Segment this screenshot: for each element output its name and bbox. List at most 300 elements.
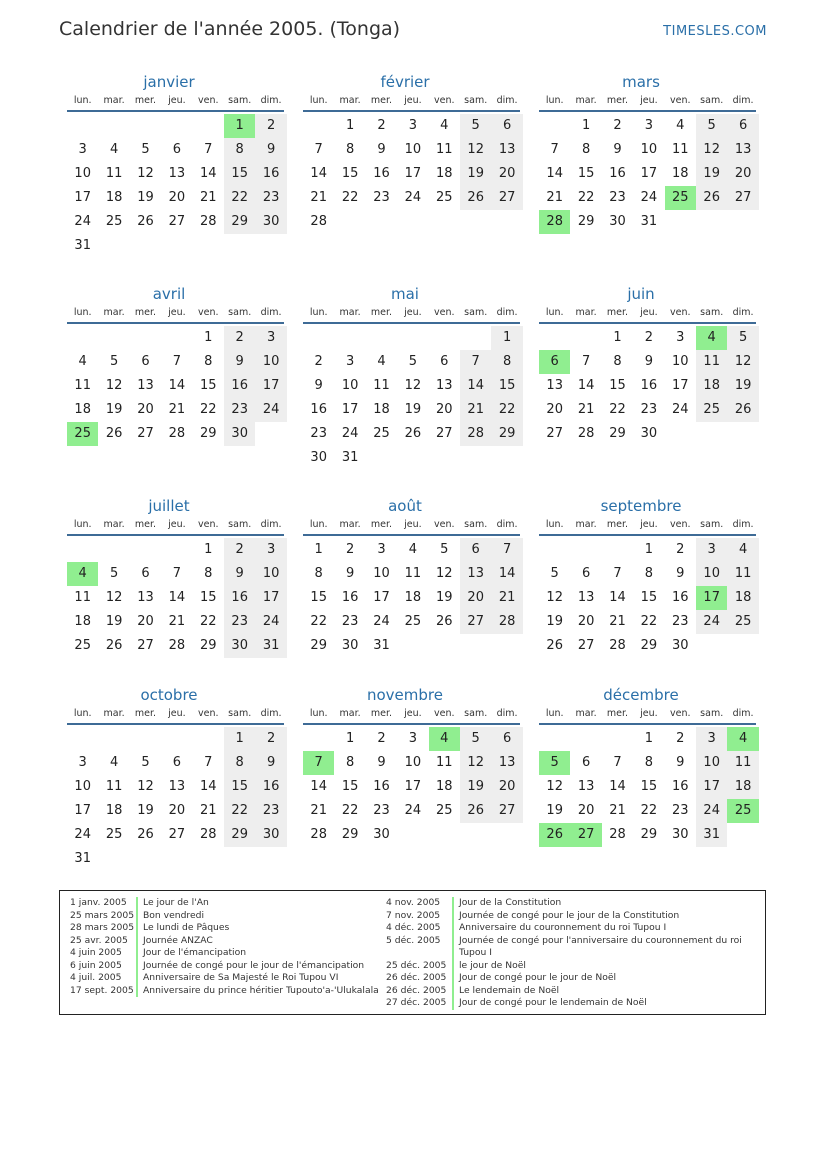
day-cell: 23 <box>255 799 286 823</box>
month-block <box>531 283 754 441</box>
legend-holiday-name: Le jour de l'An <box>143 897 209 908</box>
day-cell: 15 <box>224 775 255 799</box>
day-cell: 29 <box>310 638 327 653</box>
legend-date: 27 déc. 2005 <box>386 997 447 1008</box>
day-cell: 15 <box>491 374 522 398</box>
day-cell: 19 <box>137 190 154 205</box>
day-cell: 7 <box>172 566 182 581</box>
holiday-day-cell: 1 <box>224 114 255 138</box>
weekday-header <box>295 95 518 111</box>
holiday-day-cell: 4 <box>727 727 758 751</box>
legend-marker <box>136 947 138 960</box>
day-cell: 8 <box>314 566 323 581</box>
legend-date: 7 nov. 2005 <box>386 909 441 921</box>
weekday-label: ven. <box>198 519 219 530</box>
month-block <box>59 71 282 253</box>
day-cell: 26 <box>436 614 453 629</box>
month-block <box>59 283 282 441</box>
day-cell: 11 <box>436 142 453 157</box>
day-cell: 21 <box>609 803 626 818</box>
day-cell: 31 <box>74 851 91 866</box>
month-name: octobre <box>140 686 198 704</box>
day-cell: 20 <box>546 402 563 417</box>
day-cell: 15 <box>200 378 217 393</box>
day-cell: 12 <box>546 779 563 794</box>
header-divider <box>67 110 284 112</box>
day-cell: 18 <box>404 590 422 605</box>
day-cell: 13 <box>137 590 154 605</box>
day-cell: 1 <box>314 542 323 557</box>
weekday-label: mar. <box>339 95 361 106</box>
day-cell: 16 <box>672 779 689 794</box>
day-cell: 14 <box>200 166 217 181</box>
legend-holiday-name: Jour de la Constitution <box>459 897 562 908</box>
day-cell: 14 <box>168 378 186 393</box>
month-name: novembre <box>367 686 443 704</box>
day-cell: 7 <box>204 755 213 770</box>
day-cell: 31 <box>640 214 658 229</box>
holiday-legend <box>59 890 766 1015</box>
day-cell: 3 <box>696 727 727 751</box>
day-cell: 26 <box>404 426 422 441</box>
legend-holiday-name: Le lundi de Pâques <box>143 922 230 933</box>
day-cell: 18 <box>74 614 91 629</box>
legend-date: 4 juil. 2005 <box>70 972 122 983</box>
holiday-day-cell: 25 <box>727 799 758 823</box>
weekday-header <box>531 519 754 535</box>
holiday-day-cell: 25 <box>665 186 696 210</box>
day-cell: 15 <box>577 166 595 181</box>
day-cell: 3 <box>676 330 685 345</box>
day-cell: 1 <box>345 731 355 746</box>
holiday-day-cell: 25 <box>67 422 98 446</box>
day-cell: 10 <box>672 354 689 369</box>
weekday-label: mer. <box>370 95 393 106</box>
day-cell: 18 <box>436 779 453 794</box>
day-cell: 17 <box>373 590 390 605</box>
day-cell: 20 <box>460 586 491 610</box>
weekday-header <box>531 95 754 111</box>
holiday-day-cell: 17 <box>696 586 727 610</box>
weekday-label: mar. <box>103 519 125 530</box>
day-cell: 10 <box>696 751 727 775</box>
day-cell: 29 <box>640 827 658 842</box>
weekday-header <box>531 307 754 323</box>
weekday-label: lun. <box>73 708 92 719</box>
legend-marker <box>452 985 454 998</box>
day-cell: 22 <box>200 402 217 417</box>
header-divider <box>303 723 520 725</box>
day-cell: 5 <box>460 114 491 138</box>
day-cell: 7 <box>613 566 622 581</box>
holiday-day-cell: 5 <box>539 751 570 775</box>
day-cell: 18 <box>696 374 727 398</box>
weekday-label: jeu. <box>640 307 658 318</box>
day-cell: 30 <box>609 214 626 229</box>
weekday-label: jeu. <box>404 519 422 530</box>
day-cell: 17 <box>640 166 658 181</box>
day-cell: 28 <box>310 214 327 229</box>
day-cell: 6 <box>460 538 491 562</box>
brand-link[interactable]: TIMESLES.COM <box>663 24 767 39</box>
day-cell: 14 <box>168 590 186 605</box>
day-cell: 17 <box>696 775 727 799</box>
weekday-header <box>59 307 282 323</box>
day-cell: 26 <box>105 638 123 653</box>
weekday-label: dim. <box>732 708 754 719</box>
day-cell: 8 <box>204 566 213 581</box>
day-cell: 12 <box>436 566 453 581</box>
day-cell: 2 <box>314 354 323 369</box>
weekday-label: mer. <box>370 307 393 318</box>
weekday-label: sam. <box>700 95 724 106</box>
day-cell: 20 <box>137 402 154 417</box>
day-cell: 21 <box>491 586 522 610</box>
day-cell: 14 <box>460 374 491 398</box>
day-cell: 22 <box>341 190 359 205</box>
day-cell: 4 <box>109 142 119 157</box>
day-cell: 6 <box>141 354 150 369</box>
day-cell: 16 <box>609 166 626 181</box>
day-cell: 24 <box>255 610 286 634</box>
day-cell: 22 <box>577 190 595 205</box>
legend-marker <box>452 947 454 960</box>
day-cell: 10 <box>696 562 727 586</box>
day-cell: 15 <box>224 162 255 186</box>
day-cell: 16 <box>255 775 286 799</box>
weekday-header <box>295 708 518 724</box>
day-cell: 12 <box>137 166 154 181</box>
month-block <box>295 684 518 842</box>
month-block <box>59 684 282 866</box>
weekday-label: mer. <box>134 95 157 106</box>
day-cell: 27 <box>727 186 758 210</box>
day-cell: 27 <box>491 186 522 210</box>
weekday-label: mar. <box>339 708 361 719</box>
day-cell: 28 <box>460 422 491 446</box>
day-cell: 9 <box>377 142 386 157</box>
day-cell: 22 <box>341 803 359 818</box>
month-name: décembre <box>603 686 679 704</box>
month-name: mars <box>622 73 660 91</box>
header-divider <box>539 110 756 112</box>
day-cell: 23 <box>255 186 286 210</box>
day-cell: 1 <box>204 542 213 557</box>
day-cell: 24 <box>404 190 422 205</box>
legend-holiday-name: Jour de congé pour le jour de Noël <box>459 972 617 983</box>
day-cell: 24 <box>696 799 727 823</box>
day-cell: 7 <box>613 755 622 770</box>
day-cell: 5 <box>696 114 727 138</box>
day-cell: 1 <box>644 731 654 746</box>
day-cell: 11 <box>672 142 689 157</box>
day-cell: 16 <box>310 402 327 417</box>
day-cell: 3 <box>78 755 87 770</box>
day-cell: 19 <box>727 374 758 398</box>
day-cell: 19 <box>436 590 453 605</box>
day-cell: 10 <box>404 755 422 770</box>
legend-marker <box>452 997 454 1010</box>
page-title: Calendrier de l'année 2005. (Tonga) <box>59 18 401 40</box>
day-cell: 21 <box>200 803 217 818</box>
weekday-label: mar. <box>575 708 597 719</box>
day-cell: 27 <box>491 799 522 823</box>
day-cell: 15 <box>640 590 658 605</box>
month-name: janvier <box>143 73 195 91</box>
day-cell: 8 <box>613 354 622 369</box>
weekday-label: mer. <box>134 519 157 530</box>
legend-holiday-name: Jour de congé pour le lendemain de Noël <box>459 997 647 1008</box>
weekday-label: ven. <box>198 708 219 719</box>
weekday-label: dim. <box>496 307 518 318</box>
header-divider <box>303 110 520 112</box>
month-block <box>295 283 518 465</box>
day-cell: 30 <box>255 823 286 847</box>
day-cell: 11 <box>74 590 91 605</box>
weekday-label: mer. <box>134 307 157 318</box>
day-cell: 14 <box>310 166 327 181</box>
day-cell: 14 <box>200 779 217 794</box>
day-cell: 8 <box>644 755 654 770</box>
day-cell: 16 <box>341 590 359 605</box>
day-cell: 19 <box>137 803 154 818</box>
day-cell: 27 <box>460 610 491 634</box>
legend-date: 5 déc. 2005 <box>386 934 441 946</box>
day-cell: 9 <box>314 378 323 393</box>
weekday-label: mar. <box>575 519 597 530</box>
day-cell: 22 <box>310 614 327 629</box>
day-cell: 1 <box>491 326 522 350</box>
legend-marker <box>136 922 138 935</box>
day-cell: 19 <box>546 803 563 818</box>
weekday-label: dim. <box>732 519 754 530</box>
day-cell: 14 <box>609 779 626 794</box>
legend-holiday-name: Anniversaire du prince héritier Tupouto'a-'Ulukalala <box>143 984 379 996</box>
day-cell: 11 <box>74 378 91 393</box>
day-cell: 13 <box>460 562 491 586</box>
holiday-day-cell: 28 <box>539 210 570 234</box>
day-cell: 2 <box>644 330 654 345</box>
day-cell: 1 <box>345 118 355 133</box>
month-name: juin <box>627 285 655 303</box>
day-cell: 5 <box>109 354 119 369</box>
day-cell: 30 <box>224 634 255 658</box>
day-cell: 23 <box>224 398 255 422</box>
weekday-label: mar. <box>575 307 597 318</box>
weekday-label: sam. <box>464 519 488 530</box>
weekday-label: mer. <box>370 708 393 719</box>
day-cell: 24 <box>341 426 359 441</box>
month-name: septembre <box>600 497 682 515</box>
day-cell: 16 <box>373 166 390 181</box>
day-cell: 24 <box>404 803 422 818</box>
day-cell: 24 <box>640 190 658 205</box>
day-cell: 3 <box>696 538 727 562</box>
day-cell: 25 <box>696 398 727 422</box>
day-cell: 10 <box>404 142 422 157</box>
day-cell: 10 <box>74 166 91 181</box>
day-cell: 15 <box>341 166 359 181</box>
weekday-label: mar. <box>575 95 597 106</box>
legend-holiday-name: Tupou I <box>459 947 492 958</box>
day-cell: 14 <box>546 166 563 181</box>
day-cell: 18 <box>672 166 689 181</box>
day-cell: 4 <box>377 354 386 369</box>
day-cell: 23 <box>373 803 390 818</box>
day-cell: 8 <box>644 566 654 581</box>
weekday-label: dim. <box>496 95 518 106</box>
day-cell: 28 <box>609 638 626 653</box>
weekday-label: sam. <box>464 307 488 318</box>
day-cell: 3 <box>644 118 654 133</box>
weekday-label: lun. <box>73 95 92 106</box>
day-cell: 18 <box>373 402 390 417</box>
day-cell: 18 <box>105 803 123 818</box>
day-cell: 17 <box>74 803 91 818</box>
day-cell: 24 <box>696 610 727 634</box>
day-cell: 3 <box>408 731 418 746</box>
weekday-label: dim. <box>260 708 282 719</box>
weekday-label: sam. <box>464 95 488 106</box>
day-cell: 9 <box>224 350 255 374</box>
day-cell: 1 <box>224 727 255 751</box>
day-cell: 29 <box>609 426 626 441</box>
day-cell: 12 <box>727 350 758 374</box>
day-cell: 7 <box>581 354 591 369</box>
day-cell: 10 <box>255 562 286 586</box>
day-cell: 2 <box>676 731 685 746</box>
day-cell: 7 <box>491 538 522 562</box>
day-cell: 4 <box>440 118 449 133</box>
weekday-label: jeu. <box>404 95 422 106</box>
weekday-label: sam. <box>228 95 252 106</box>
day-cell: 20 <box>436 402 453 417</box>
month-block <box>295 71 518 229</box>
day-cell: 25 <box>727 610 758 634</box>
day-cell: 8 <box>345 142 355 157</box>
month-name: mai <box>391 285 419 303</box>
day-cell: 30 <box>672 638 689 653</box>
day-cell: 11 <box>436 755 453 770</box>
weekday-label: jeu. <box>168 95 186 106</box>
day-cell: 6 <box>491 114 522 138</box>
weekday-label: ven. <box>434 95 455 106</box>
day-cell: 1 <box>613 330 622 345</box>
legend-date: 4 déc. 2005 <box>386 922 441 933</box>
day-cell: 24 <box>74 827 91 842</box>
day-cell: 7 <box>550 142 559 157</box>
day-cell: 2 <box>377 118 386 133</box>
day-cell: 29 <box>640 638 658 653</box>
legend-date: 1 janv. 2005 <box>70 897 127 908</box>
day-cell: 15 <box>341 779 359 794</box>
day-cell: 21 <box>310 190 327 205</box>
legend-marker <box>452 922 454 935</box>
month-name: février <box>380 73 430 91</box>
day-cell: 10 <box>373 566 390 581</box>
day-cell: 20 <box>577 614 595 629</box>
day-cell: 13 <box>168 779 186 794</box>
day-cell: 16 <box>255 162 286 186</box>
day-cell: 17 <box>255 586 286 610</box>
weekday-label: sam. <box>228 708 252 719</box>
weekday-header <box>295 519 518 535</box>
day-cell: 25 <box>74 638 91 653</box>
day-cell: 21 <box>168 614 186 629</box>
day-cell: 8 <box>345 755 355 770</box>
day-cell: 5 <box>141 142 150 157</box>
day-cell: 21 <box>546 190 563 205</box>
legend-marker <box>136 897 138 910</box>
day-cell: 22 <box>640 614 658 629</box>
day-cell: 28 <box>577 426 595 441</box>
day-cell: 23 <box>672 614 689 629</box>
day-cell: 12 <box>105 590 123 605</box>
day-cell: 28 <box>609 827 626 842</box>
day-cell: 15 <box>609 378 626 393</box>
day-cell: 3 <box>345 354 355 369</box>
weekday-label: lun. <box>309 519 328 530</box>
weekday-label: ven. <box>434 307 455 318</box>
day-cell: 11 <box>105 779 123 794</box>
day-cell: 6 <box>141 566 150 581</box>
day-cell: 9 <box>224 562 255 586</box>
legend-holiday-name: Journée de congé pour le jour de la Constitution <box>459 909 680 921</box>
day-cell: 9 <box>613 142 622 157</box>
day-cell: 28 <box>168 426 186 441</box>
day-cell: 26 <box>460 799 491 823</box>
day-cell: 9 <box>676 755 685 770</box>
day-cell: 29 <box>224 823 255 847</box>
day-cell: 27 <box>168 827 186 842</box>
day-cell: 30 <box>341 638 359 653</box>
day-cell: 7 <box>460 350 491 374</box>
day-cell: 20 <box>491 775 522 799</box>
weekday-header <box>59 708 282 724</box>
day-cell: 2 <box>255 114 286 138</box>
day-cell: 22 <box>640 803 658 818</box>
legend-date: 25 déc. 2005 <box>386 959 447 971</box>
day-cell: 13 <box>436 378 453 393</box>
day-cell: 3 <box>255 326 286 350</box>
weekday-label: ven. <box>670 519 691 530</box>
legend-marker <box>136 985 138 998</box>
weekday-header <box>59 95 282 111</box>
day-cell: 5 <box>440 542 449 557</box>
holiday-day-cell: 27 <box>570 823 601 847</box>
month-name: juillet <box>148 497 190 515</box>
day-cell: 31 <box>74 238 91 253</box>
header-divider <box>303 534 520 536</box>
day-cell: 18 <box>105 190 123 205</box>
day-cell: 23 <box>373 190 390 205</box>
day-cell: 21 <box>200 190 217 205</box>
legend-holiday-name: Journée de congé pour le jour de l'émancipation <box>143 959 365 971</box>
day-cell: 3 <box>255 538 286 562</box>
weekday-label: ven. <box>198 95 219 106</box>
legend-date: 26 déc. 2005 <box>386 984 447 996</box>
day-cell: 30 <box>672 827 689 842</box>
day-cell: 29 <box>577 214 595 229</box>
day-cell: 8 <box>581 142 591 157</box>
day-cell: 27 <box>577 638 595 653</box>
day-cell: 4 <box>408 542 418 557</box>
day-cell: 23 <box>310 426 327 441</box>
day-cell: 16 <box>224 374 255 398</box>
legend-marker <box>452 897 454 910</box>
legend-date: 6 juin 2005 <box>70 959 122 971</box>
day-cell: 13 <box>577 590 595 605</box>
